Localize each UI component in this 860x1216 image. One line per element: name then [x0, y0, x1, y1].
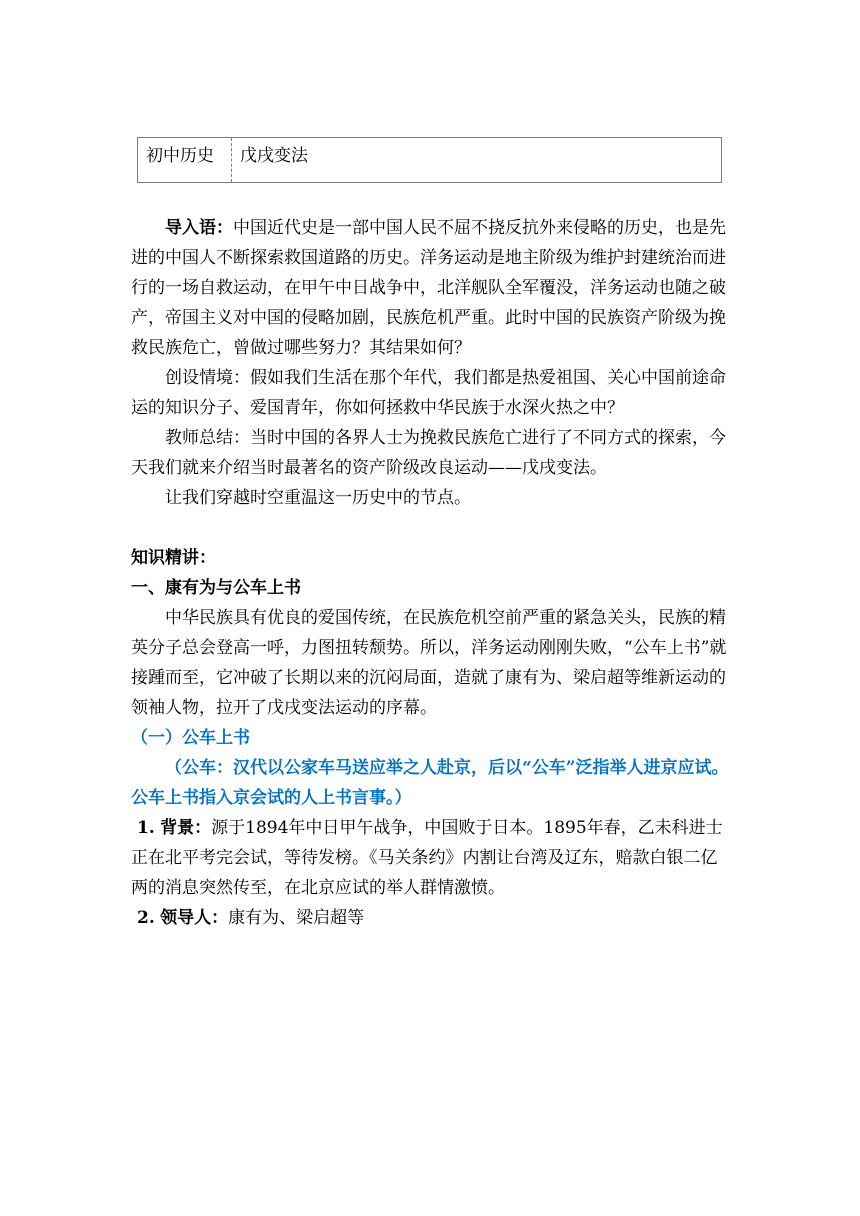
intro-label: 导入语：: [165, 218, 233, 238]
section-title: 一、康有为与公车上书: [131, 578, 301, 598]
subject-cell: 初中历史: [138, 138, 232, 182]
list-item-text: 康有为、梁启超等: [228, 908, 365, 928]
intro-text: 中国近代史是一部中国人民不屈不挠反抗外来侵略的历史，也是先进的中国人不断探索救国道路的历史。洋务运动是地主阶级为维护封建统治而进行的一场自救运动，在甲午中日战争中，北洋舰队全军覆没，洋务运动也随之破产，帝国主义对中国的侵略加剧，民族危机严重。此时中国的民族资产阶级为挽救民族危亡，曾做过哪些努力？其结果如何？: [131, 218, 726, 358]
intro-paragraph: [131, 213, 731, 363]
document-body: [131, 213, 731, 933]
topic-cell: 戊戌变法: [240, 146, 308, 166]
list-item-text: 源于1894年中日甲午战争，中国败于日本。1895年春，乙未科进士正在北平考完会试，等待发榜。《马关条约》内割让台湾及辽东，赔款白银二亿两的消息突然传至，在北京应试的举人群情激愤。: [131, 818, 723, 898]
header-table: [137, 137, 722, 183]
scenario-paragraph: 创设情境：假如我们生活在那个年代，我们都是热爱祖国、关心中国前途命运的知识分子、爱国青年，你如何拯救中华民族于水深火热之中？: [131, 368, 726, 418]
section-intro-paragraph: 中华民族具有优良的爱国传统，在民族危机空前严重的紧急关头，民族的精英分子总会登高一呼，力图扭转颓势。所以，洋务运动刚刚失败，“公车上书”就接踵而至，它冲破了长期以来的沉闷局面，造就了康有为、梁启超等维新运动的领袖人物，拉开了戊戌变法运动的序幕。: [131, 608, 727, 718]
note-paragraph: （公车：汉代以公家车马送应举之人赴京，后以“公车”泛指举人进京应试。公车上书指入京会试的人上书言事。）: [131, 758, 729, 808]
list-item-leaders: [131, 903, 731, 933]
list-item-number: 2.: [137, 908, 155, 928]
transition-paragraph: 让我们穿越时空重温这一历史中的节点。: [165, 488, 471, 508]
list-item-background: [131, 813, 731, 903]
subsection-title: （一）公车上书: [131, 728, 250, 748]
knowledge-heading: 知识精讲：: [131, 548, 216, 568]
list-item-label: 领导人：: [160, 908, 229, 928]
summary-paragraph: 教师总结：当时中国的各界人士为挽救民族危亡进行了不同方式的探索，今天我们就来介绍当时最著名的资产阶级改良运动——戊戌变法。: [131, 428, 726, 478]
list-item-label: 背景：: [160, 818, 212, 838]
spacer: [131, 513, 731, 543]
list-item-number: 1.: [137, 818, 155, 838]
